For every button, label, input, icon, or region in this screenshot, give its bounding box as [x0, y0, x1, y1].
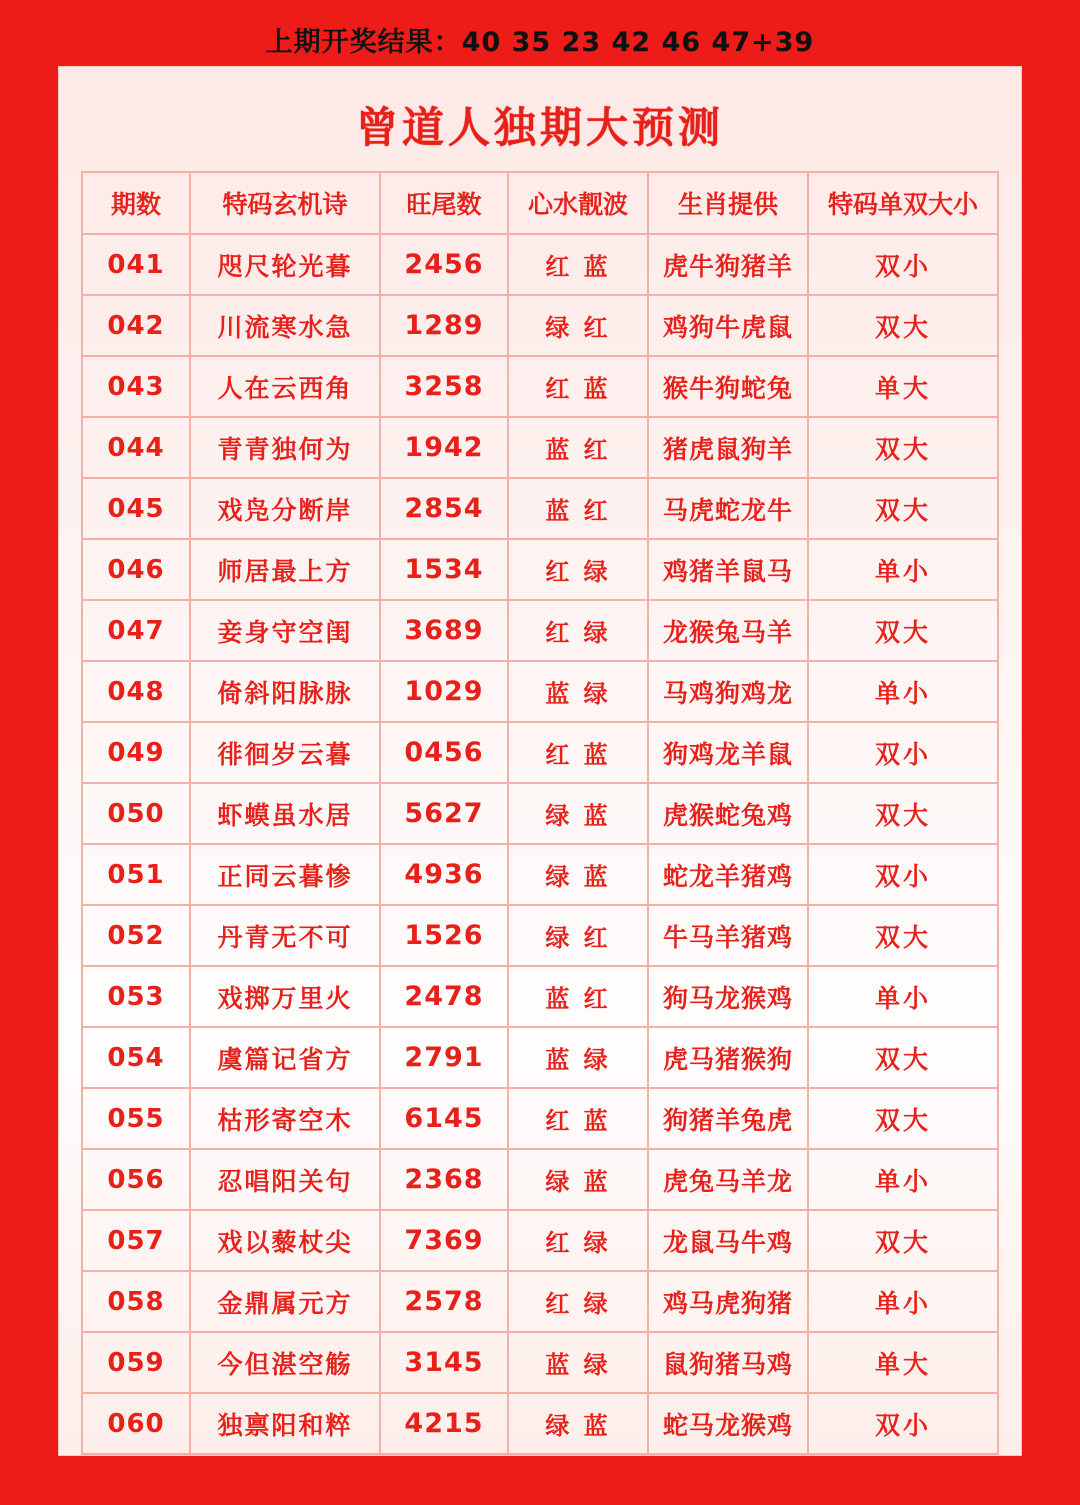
cell-poem: 妾身守空闺	[190, 600, 380, 661]
cell-size: 双大	[808, 600, 998, 661]
cell-issue: 049	[82, 722, 190, 783]
table-row	[82, 1332, 998, 1393]
cell-poem: 今但湛空觞	[190, 1332, 380, 1393]
table-row	[82, 356, 998, 417]
table-row	[82, 1149, 998, 1210]
cell-size: 双大	[808, 783, 998, 844]
page-title: 曾道人独期大预测	[355, 103, 724, 152]
cell-issue: 042	[82, 295, 190, 356]
cell-size: 双大	[808, 905, 998, 966]
cell-wave: 红 绿	[508, 1271, 648, 1332]
cell-wave: 绿 红	[508, 905, 648, 966]
cell-issue: 060	[82, 1393, 190, 1454]
table-row	[82, 783, 998, 844]
cell-issue: 048	[82, 661, 190, 722]
table-row	[82, 295, 998, 356]
cell-size: 双大	[808, 1088, 998, 1149]
cell-poem: 独禀阳和粹	[190, 1393, 380, 1454]
cell-issue: 055	[82, 1088, 190, 1149]
cell-tail: 1029	[380, 661, 508, 722]
table-row	[82, 234, 998, 295]
cell-wave: 红 绿	[508, 600, 648, 661]
cell-wave: 绿 蓝	[508, 783, 648, 844]
column-header-size: 特码单双大小	[808, 172, 998, 234]
table-row	[82, 1088, 998, 1149]
cell-issue: 059	[82, 1332, 190, 1393]
cell-issue: 044	[82, 417, 190, 478]
cell-tail: 3145	[380, 1332, 508, 1393]
cell-poem: 青青独何为	[190, 417, 380, 478]
cell-poem: 戏掷万里火	[190, 966, 380, 1027]
cell-tail: 5627	[380, 783, 508, 844]
table-row	[82, 417, 998, 478]
cell-zodiac: 虎牛狗猪羊	[648, 234, 808, 295]
cell-size: 单小	[808, 966, 998, 1027]
cell-poem: 戏以藜杖尖	[190, 1210, 380, 1271]
cell-zodiac: 龙鼠马牛鸡	[648, 1210, 808, 1271]
column-header-tail: 旺尾数	[380, 172, 508, 234]
cell-wave: 蓝 红	[508, 417, 648, 478]
table-row	[82, 722, 998, 783]
cell-wave: 红 蓝	[508, 722, 648, 783]
cell-tail: 1534	[380, 539, 508, 600]
cell-wave: 蓝 红	[508, 478, 648, 539]
cell-size: 单小	[808, 1149, 998, 1210]
cell-tail: 0456	[380, 722, 508, 783]
table-row	[82, 1393, 998, 1454]
cell-size: 双小	[808, 1393, 998, 1454]
table-header	[82, 172, 998, 234]
cell-zodiac: 狗鸡龙羊鼠	[648, 722, 808, 783]
cell-issue: 047	[82, 600, 190, 661]
cell-tail: 2368	[380, 1149, 508, 1210]
column-header-issue: 期数	[82, 172, 190, 234]
cell-zodiac: 狗猪羊兔虎	[648, 1088, 808, 1149]
cell-poem: 丹青无不可	[190, 905, 380, 966]
cell-tail: 2456	[380, 234, 508, 295]
cell-size: 双大	[808, 417, 998, 478]
cell-poem: 正同云暮惨	[190, 844, 380, 905]
cell-tail: 7369	[380, 1210, 508, 1271]
cell-wave: 红 蓝	[508, 1088, 648, 1149]
cell-poem: 虾蟆虽水居	[190, 783, 380, 844]
cell-zodiac: 龙猴兔马羊	[648, 600, 808, 661]
cell-size: 单大	[808, 356, 998, 417]
cell-zodiac: 鸡马虎狗猪	[648, 1271, 808, 1332]
cell-poem: 人在云西角	[190, 356, 380, 417]
cell-wave: 红 绿	[508, 539, 648, 600]
cell-poem: 徘徊岁云暮	[190, 722, 380, 783]
cell-wave: 红 绿	[508, 1210, 648, 1271]
cell-issue: 058	[82, 1271, 190, 1332]
cell-tail: 1526	[380, 905, 508, 966]
cell-poem: 咫尺轮光暮	[190, 234, 380, 295]
cell-size: 双小	[808, 722, 998, 783]
cell-wave: 绿 蓝	[508, 1393, 648, 1454]
cell-size: 单大	[808, 1332, 998, 1393]
cell-poem: 金鼎属元方	[190, 1271, 380, 1332]
cell-wave: 蓝 绿	[508, 1027, 648, 1088]
prediction-card	[58, 66, 1022, 1456]
table-row	[82, 1210, 998, 1271]
cell-issue: 057	[82, 1210, 190, 1271]
cell-wave: 绿 红	[508, 295, 648, 356]
cell-tail: 4215	[380, 1393, 508, 1454]
cell-poem: 忍唱阳关句	[190, 1149, 380, 1210]
cell-issue: 046	[82, 539, 190, 600]
cell-poem: 枯形寄空木	[190, 1088, 380, 1149]
cell-size: 双大	[808, 478, 998, 539]
cell-wave: 蓝 红	[508, 966, 648, 1027]
table-body	[82, 234, 998, 1454]
prediction-table	[81, 171, 999, 1455]
table-row	[82, 539, 998, 600]
cell-size: 单小	[808, 661, 998, 722]
cell-tail: 3689	[380, 600, 508, 661]
cell-tail: 2578	[380, 1271, 508, 1332]
cell-issue: 043	[82, 356, 190, 417]
cell-zodiac: 马鸡狗鸡龙	[648, 661, 808, 722]
cell-size: 单小	[808, 1271, 998, 1332]
last-draw-result: 上期开奖结果：40 35 23 42 46 47+39	[265, 27, 815, 58]
cell-zodiac: 猪虎鼠狗羊	[648, 417, 808, 478]
table-row	[82, 600, 998, 661]
cell-tail: 6145	[380, 1088, 508, 1149]
cell-size: 双大	[808, 295, 998, 356]
cell-tail: 2854	[380, 478, 508, 539]
column-header-poem: 特码玄机诗	[190, 172, 380, 234]
cell-zodiac: 马虎蛇龙牛	[648, 478, 808, 539]
cell-zodiac: 猴牛狗蛇兔	[648, 356, 808, 417]
table-row	[82, 1027, 998, 1088]
cell-issue: 052	[82, 905, 190, 966]
cell-poem: 戏凫分断岸	[190, 478, 380, 539]
cell-tail: 2791	[380, 1027, 508, 1088]
cell-poem: 虞篇记省方	[190, 1027, 380, 1088]
cell-wave: 绿 蓝	[508, 1149, 648, 1210]
table-row	[82, 844, 998, 905]
column-header-zodiac: 生肖提供	[648, 172, 808, 234]
table-row	[82, 905, 998, 966]
cell-issue: 050	[82, 783, 190, 844]
column-header-wave: 心水靓波	[508, 172, 648, 234]
cell-issue: 054	[82, 1027, 190, 1088]
cell-tail: 3258	[380, 356, 508, 417]
cell-issue: 053	[82, 966, 190, 1027]
cell-zodiac: 蛇马龙猴鸡	[648, 1393, 808, 1454]
cell-zodiac: 狗马龙猴鸡	[648, 966, 808, 1027]
cell-zodiac: 鸡狗牛虎鼠	[648, 295, 808, 356]
cell-size: 单小	[808, 539, 998, 600]
cell-zodiac: 蛇龙羊猪鸡	[648, 844, 808, 905]
cell-wave: 红 蓝	[508, 234, 648, 295]
cell-poem: 倚斜阳脉脉	[190, 661, 380, 722]
table-row	[82, 1271, 998, 1332]
cell-zodiac: 鼠狗猪马鸡	[648, 1332, 808, 1393]
cell-wave: 红 蓝	[508, 356, 648, 417]
cell-poem: 川流寒水急	[190, 295, 380, 356]
cell-size: 双大	[808, 1027, 998, 1088]
cell-issue: 056	[82, 1149, 190, 1210]
cell-issue: 051	[82, 844, 190, 905]
cell-zodiac: 虎兔马羊龙	[648, 1149, 808, 1210]
cell-zodiac: 鸡猪羊鼠马	[648, 539, 808, 600]
cell-wave: 绿 蓝	[508, 844, 648, 905]
cell-wave: 蓝 绿	[508, 1332, 648, 1393]
cell-zodiac: 虎马猪猴狗	[648, 1027, 808, 1088]
cell-issue: 041	[82, 234, 190, 295]
cell-size: 双大	[808, 1210, 998, 1271]
table-row	[82, 966, 998, 1027]
cell-size: 双小	[808, 234, 998, 295]
cell-wave: 蓝 绿	[508, 661, 648, 722]
table-header-row	[82, 172, 998, 234]
cell-zodiac: 牛马羊猪鸡	[648, 905, 808, 966]
cell-tail: 1289	[380, 295, 508, 356]
table-row	[82, 478, 998, 539]
cell-poem: 师居最上方	[190, 539, 380, 600]
cell-tail: 4936	[380, 844, 508, 905]
cell-size: 双小	[808, 844, 998, 905]
cell-zodiac: 虎猴蛇兔鸡	[648, 783, 808, 844]
table-row	[82, 661, 998, 722]
cell-tail: 1942	[380, 417, 508, 478]
cell-issue: 045	[82, 478, 190, 539]
cell-tail: 2478	[380, 966, 508, 1027]
